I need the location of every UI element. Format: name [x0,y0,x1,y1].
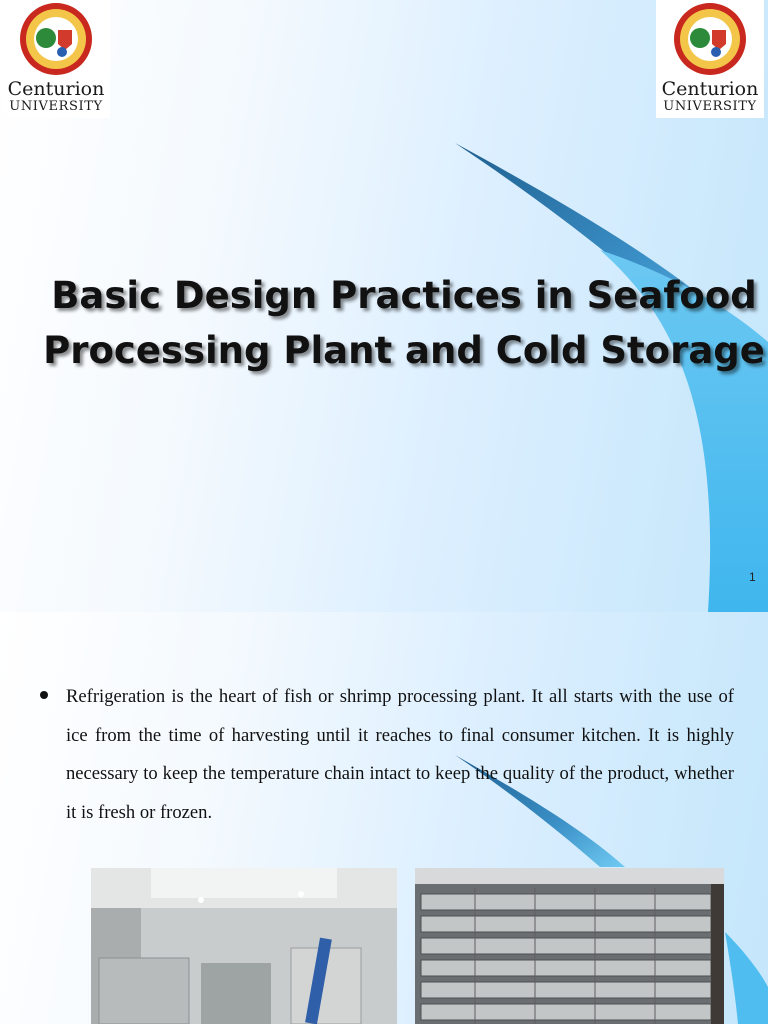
university-logo-right [656,0,764,118]
university-seal-icon [666,2,754,76]
logo-name: Centurion [7,78,105,100]
logo-subname: UNIVERSITY [663,99,757,114]
logo-name: Centurion [661,78,759,100]
processing-plant-interior-photo-icon [91,868,397,1024]
frozen-storage-trays-photo-icon [415,868,724,1024]
university-logo-left [2,0,110,118]
slide-title: Basic Design Practices in Seafood Processing Plant and Cold Storage [43,274,765,372]
bullet-paragraph: Refrigeration is the heart of fish or shrimp processing plant. It all starts with the use of ice from the time of harvesting until it reaches to final consumer kitchen. It is highly necessary to keep the temperature chain intact to keep the quality of the product, whether it is fresh or frozen. [66,686,734,823]
processing-plant-photo [91,868,397,1024]
content-slide [0,612,768,1024]
university-seal-icon [12,2,100,76]
logo-subname: UNIVERSITY [9,99,103,114]
bullet-icon [40,691,48,699]
page-number: 1 [749,570,756,584]
frozen-storage-photo [415,868,724,1024]
